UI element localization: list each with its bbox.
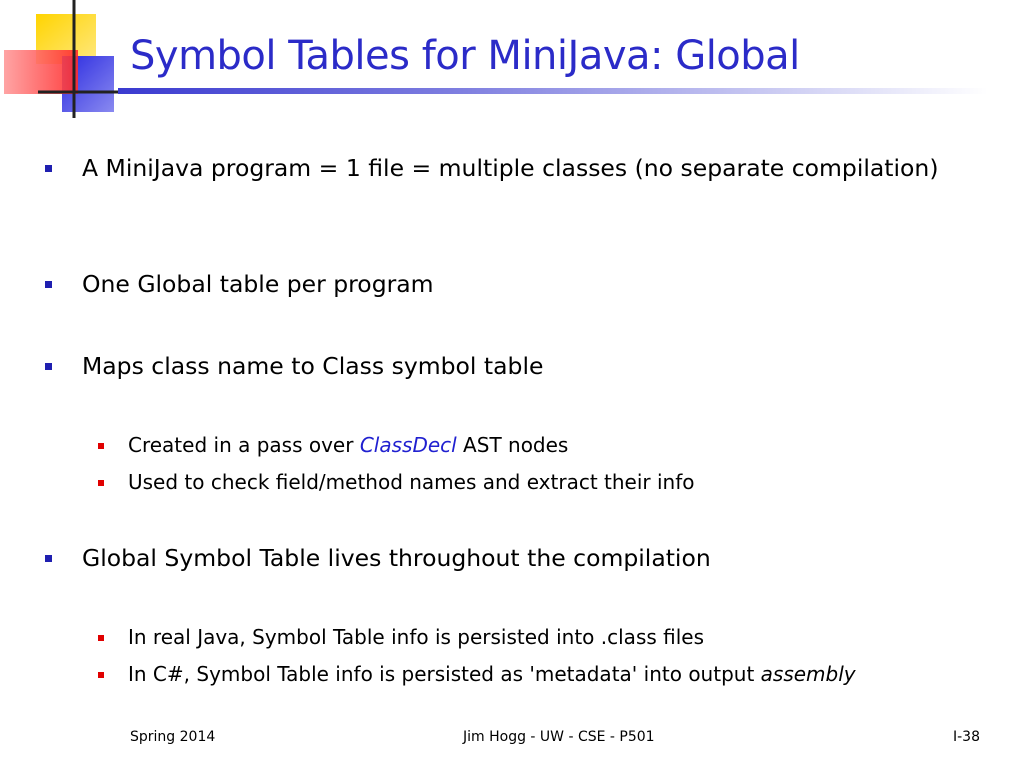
bullet-text: One Global table per program bbox=[82, 270, 434, 298]
bullet-level1 bbox=[82, 268, 962, 301]
emphasis-assembly: assembly bbox=[760, 662, 856, 686]
bullet-level1 bbox=[82, 152, 962, 185]
bullet-level2 bbox=[128, 468, 988, 496]
bullet-square-icon bbox=[45, 555, 52, 562]
bullet-level2 bbox=[128, 431, 988, 459]
bullet-square-icon bbox=[45, 281, 52, 288]
bullet-square-icon bbox=[45, 165, 52, 172]
bullet-text: A MiniJava program = 1 file = multiple classes (no separate compilation) bbox=[82, 154, 939, 182]
footer-date: Spring 2014 bbox=[130, 729, 216, 745]
footer-slide-number: I-38 bbox=[953, 729, 980, 745]
bullet-level1 bbox=[82, 542, 962, 575]
bullet-text: Maps class name to Class symbol table bbox=[82, 352, 544, 380]
bullet-text: Used to check field/method names and extract their info bbox=[128, 470, 695, 494]
bullet-text-pre: In C#, Symbol Table info is persisted as 'metadata' into output bbox=[128, 662, 761, 686]
bullet-level2 bbox=[128, 660, 988, 688]
bullet-square-icon bbox=[98, 443, 104, 449]
bullet-level1 bbox=[82, 350, 962, 383]
bullet-square-icon bbox=[98, 672, 104, 678]
bullet-text-pre: Created in a pass over bbox=[128, 433, 360, 457]
slide-title: Symbol Tables for MiniJava: Global bbox=[130, 33, 800, 79]
footer-author: Jim Hogg - UW - CSE - P501 bbox=[463, 729, 655, 745]
bullet-text-post: AST nodes bbox=[456, 433, 569, 457]
bullet-text: In real Java, Symbol Table info is persisted into .class files bbox=[128, 625, 705, 649]
bullet-square-icon bbox=[45, 363, 52, 370]
bullet-square-icon bbox=[98, 480, 104, 486]
bullet-level2 bbox=[128, 623, 988, 651]
bullet-text: Global Symbol Table lives throughout the compilation bbox=[82, 544, 711, 572]
bullet-square-icon bbox=[98, 635, 104, 641]
emphasis-classdecl: ClassDecl bbox=[359, 433, 457, 457]
